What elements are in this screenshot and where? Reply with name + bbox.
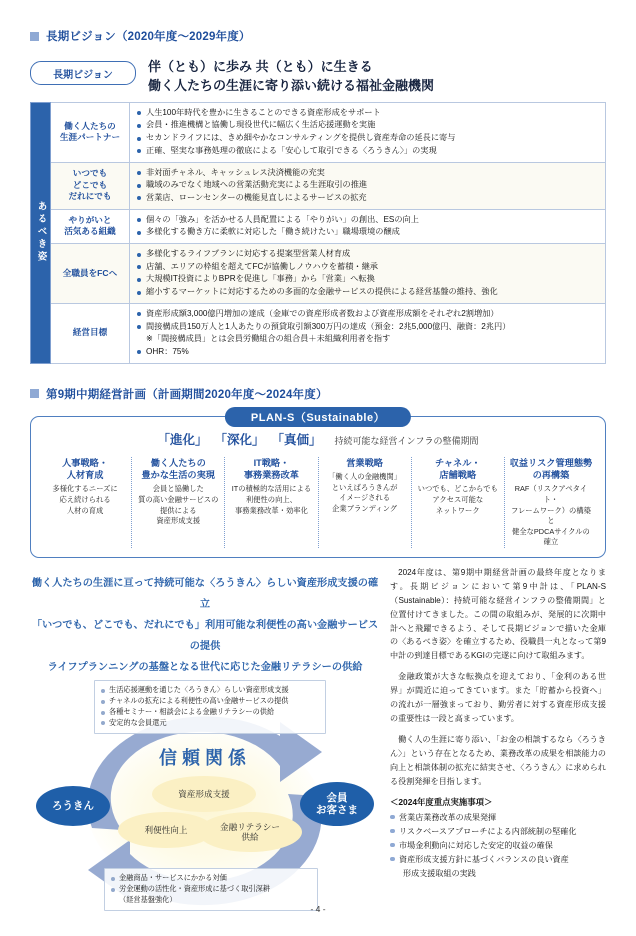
list-item: 営業店業務改革の成果発揮	[390, 811, 606, 824]
vision-badge: 長期ビジョン	[30, 61, 136, 85]
plan-column-desc: RAF（リスクアペタイト・ フレームワーク）の構築と 健全なPDCAサイクルの 確立	[510, 484, 591, 547]
plan-column	[505, 457, 597, 548]
plan-column-desc: 多様化するニーズに 応え続けられる 人材の育成	[52, 484, 118, 515]
plan-column-title: チャネル・ 店舗戦略	[434, 457, 481, 481]
vision-table	[30, 102, 606, 364]
list-item: 人生100年時代を豊かに生きることのできる資産形成をサポート	[137, 107, 600, 120]
plan-keyword: 「進化」	[157, 432, 208, 447]
plan-keyword: 「真価」	[271, 432, 322, 447]
list-item: 形成支援取組の実践	[403, 868, 476, 878]
key-statement: 働く人たちの生涯に亘って持続可能な〈ろうきん〉らしい資産形成支援の確立	[31, 577, 379, 610]
plan-column	[319, 457, 412, 548]
lower-area	[0, 564, 636, 936]
table-row	[51, 103, 605, 163]
vision-statement-row	[30, 58, 606, 96]
list-item: 市場金利動向に対応した安定的収益の確保	[390, 839, 606, 852]
plan-column-desc: ITの積極的な活用による 利便性の向上、 事務業務改革・効率化	[231, 484, 312, 515]
list-item: 大規模IT投資によりBPRを促進し「事務」から「営業」へ転換	[137, 273, 600, 286]
table-row-category: いつでも どこでも だれにでも	[51, 163, 130, 209]
diagram-center-title: 信頼関係	[159, 748, 251, 769]
list-item: リスクベースアプローチによる内部統制の堅確化	[390, 825, 606, 838]
table-row-items	[130, 244, 605, 303]
table-row-items	[130, 163, 605, 209]
table-row-category: 全職員をFCへ	[51, 244, 130, 303]
list-item: 職域のみでなく地域への営業活動充実による生涯取引の推進	[137, 179, 600, 192]
list-item: 非対面チャネル、キャッシュレス決済機能の充実	[137, 167, 600, 180]
list-item: 金融商品・サービスにかかる対価	[111, 873, 311, 884]
plan-description: 持続可能な経営インフラの整備期間	[334, 435, 479, 446]
table-row	[51, 210, 605, 244]
table-row	[51, 244, 605, 304]
table-row	[51, 304, 605, 363]
diagram-oval-asset-support: 資産形成支援	[152, 776, 256, 812]
list-item: 会員・推進機構と協働し現役世代に幅広く生活応援運動を実施	[137, 119, 600, 132]
diagram-oval-literacy: 金融リテラシー 供給	[198, 812, 302, 852]
plan-box	[30, 416, 606, 558]
plan-column-title: 人事戦略・ 人材育成	[62, 457, 109, 481]
square-bullet-icon	[30, 32, 39, 41]
plan-column-title: 収益リスク管理態勢 の再構築	[509, 457, 593, 481]
list-item: 店舗、エリアの枠組を超えてFCが協働しノウハウを蓄積・継承	[137, 261, 600, 274]
plan-column-title: 営業戦略	[346, 457, 383, 468]
plan-column	[132, 457, 225, 548]
trust-relationship-diagram	[30, 678, 380, 936]
plan-panel	[30, 411, 606, 558]
list-item: 各種セミナー・相談会による金融リテラシーの供給	[101, 707, 319, 718]
paragraph: 金融政策が大きな転換点を迎えており、「金利のある世界」が間近に迫ってきています。また「貯蓄から投資へ」の流れが一層強まっており、勤労者に対する資産形成支援の重要性は一段と高まっています。	[390, 672, 606, 724]
list-item-note: ※「間接構成員」とは会員労働組合の組合員＋未組織利用者を指す	[146, 334, 391, 344]
plan-column	[39, 457, 132, 548]
page-number: - 4 -	[310, 904, 326, 914]
table-row	[51, 163, 605, 210]
plan-columns	[39, 457, 597, 548]
vision-section-heading	[30, 28, 606, 44]
list-item: 資産形成額3,000億円増加の達成（金庫での資産形成者数および資産形成額をそれぞれ2割増加）	[137, 308, 600, 321]
priority-list-heading: ＜2024年度重点実施事項＞	[390, 796, 493, 807]
list-item: 資産形成支援方針に基づくバランスの良い資産	[390, 853, 606, 866]
plan-keyword: 「深化」	[214, 432, 265, 447]
plan-column-title: IT戦略・ 事務業務改革	[243, 457, 299, 481]
vision-section	[0, 28, 636, 364]
vision-lines	[148, 58, 434, 96]
paragraph: 働く人の生涯に寄り添い、「お金の相談するなら〈ろうきん〉」という存在となるため、業務改革の成果を相談能力の向上と相談体制の拡充に結実させ、〈ろうきん〉に求められる役割発揮を目指します。	[390, 734, 606, 786]
page	[0, 28, 636, 928]
list-item: 間接構成員150万人と1人あたりの預貸取引額300万円の達成（預金：2兆5,000億円、融資：2兆円）	[137, 321, 600, 334]
plan-column	[225, 457, 318, 548]
diagram-node-members: 会員 お客さま	[300, 782, 374, 826]
list-item: 多様化するライフプランに対応する提案型営業人材育成	[137, 248, 600, 261]
key-statement: ライフプランニングの基盤となる世代に応じた金融リテラシーの供給	[47, 661, 363, 673]
square-bullet-icon	[30, 389, 39, 398]
plan-title-badge: PLAN-S（Sustainable）	[225, 407, 411, 427]
diagram-oval-convenience: 利便性向上	[118, 812, 214, 848]
plan-column	[412, 457, 505, 548]
left-column	[30, 564, 380, 936]
list-item: （経営基盤強化）	[119, 895, 177, 905]
diagram-node-rokin: ろうきん	[36, 786, 110, 826]
plan-column-desc: いつでも、どこからでも アクセス可能な ネットワーク	[417, 484, 498, 515]
table-side-label: あるべき姿	[30, 102, 51, 364]
table-row-category: 働く人たちの 生涯パートナー	[51, 103, 130, 162]
list-item: 正確、堅実な事務処理の徹底による「安心して取引できる〈ろうきん〉」の実現	[137, 145, 600, 158]
table-row-category: やりがいと 活気ある組織	[51, 210, 130, 243]
key-statements	[30, 574, 380, 679]
plan-column-title: 働く人たちの 豊かな生活の実現	[141, 457, 215, 481]
list-item: 生活応援運動を通じた〈ろうきん〉らしい資産形成支援	[101, 685, 319, 696]
list-item: 縮小するマーケットに対応するための多面的な金融サービスの提供による経営基盤の維持、強化	[137, 286, 600, 299]
key-statement: 「いつでも、どこでも、だれにでも」利用可能な利便性の高い金融サービスの提供	[31, 619, 379, 652]
diagram-top-notes	[94, 680, 326, 733]
plan-column-desc: 「働く人の金融機関」 といえばろうきんが イメージされる 企業ブランディング	[328, 472, 402, 513]
table-row-items	[130, 304, 605, 363]
right-column	[390, 564, 606, 936]
list-item: OHR：75%	[137, 346, 600, 359]
plan-section-heading	[30, 386, 606, 402]
list-item: 多様化する働き方に柔軟に対応した「働き続けたい」職場環境の醸成	[137, 226, 600, 239]
vision-heading-text: 長期ビジョン（2020年度〜2029年度）	[46, 31, 251, 43]
table-body	[51, 102, 606, 364]
list-item: 労金運動の活性化・資産形成に基づく取引深耕	[111, 884, 311, 895]
table-row-items	[130, 103, 605, 162]
vision-line-2: 働く人たちの生涯に寄り添い続ける福祉金融機関	[148, 77, 435, 93]
list-item: 営業店、ローンセンターの機能見直しによるサービスの拡充	[137, 192, 600, 205]
plan-subtitle	[39, 430, 597, 448]
table-row-category: 経営目標	[51, 304, 130, 363]
vision-line-1: 伴（とも）に歩み 共（とも）に生きる	[148, 59, 373, 74]
plan-section	[0, 386, 636, 558]
list-item: 安定的な会員還元	[101, 718, 319, 729]
list-item: セカンドライフには、きめ細やかなコンサルティングを提供し資産寿命の延長に寄与	[137, 132, 600, 145]
table-row-items	[130, 210, 605, 243]
plan-heading-text: 第9期中期経営計画（計画期間2020年度〜2024年度）	[46, 388, 328, 401]
paragraph: 2024年度は、第9期中期経営計画の最終年度となります。長期ビジョンにおいて第9中計は、「PLAN-S（Sustainable）：持続可能な経営インフラの整備期間」と位置付けてきました。この間の取組みが、発展的に次期中計へと飛躍できるよう、そして長期ビジョンで描いた金庫の〈あるべき姿〉を確立するため、役職員一丸となって第9中計の到達目標であるKGIの完遂に向けて取組みます。	[390, 567, 606, 661]
list-item: 個々の「強み」を活かせる人員配置による「やりがい」の創出、ESの向上	[137, 214, 600, 227]
plan-column-desc: 会員と協働した 質の高い金融サービスの 提供による 資産形成支援	[138, 484, 219, 526]
list-item: チャネルの拡充による利便性の高い金融サービスの提供	[101, 696, 319, 707]
